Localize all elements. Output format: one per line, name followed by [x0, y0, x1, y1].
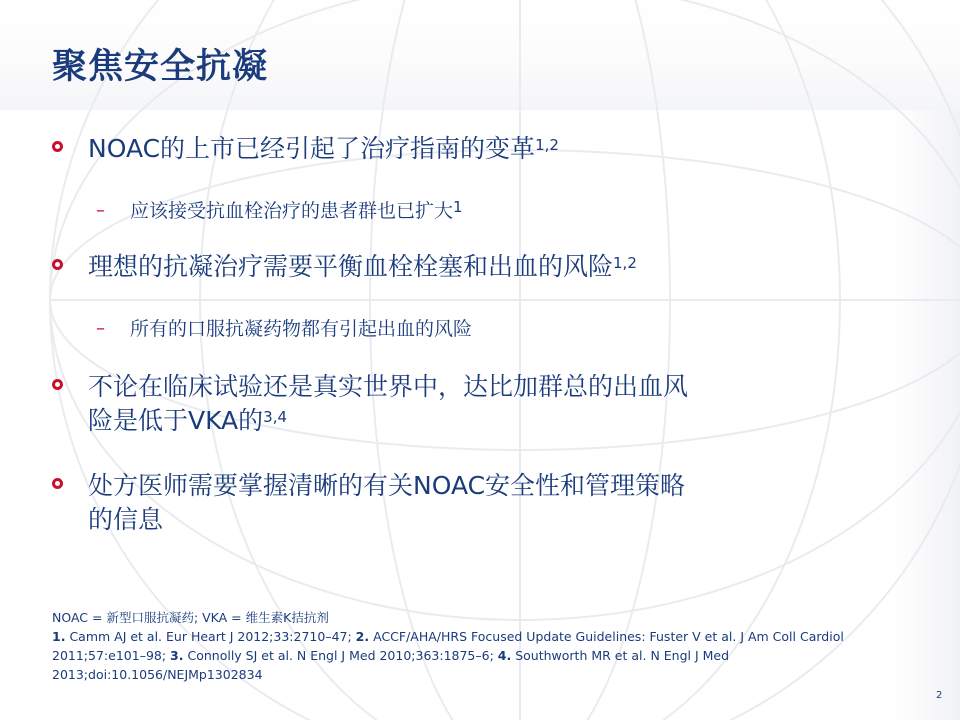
abbreviations: NOAC = 新型口服抗凝药; VKA = 维生素K拮抗剂	[52, 610, 329, 625]
bullet-item	[52, 132, 872, 166]
reference-number: 1.	[52, 629, 66, 644]
bullet-item	[52, 250, 872, 284]
bullet-text-line: 的信息	[88, 505, 164, 534]
bullet-dot-icon	[52, 478, 63, 489]
footnotes	[52, 608, 882, 684]
reference-text: Camm AJ et al. Eur Heart J 2012;33:2710–47;	[69, 629, 352, 644]
bullet-item	[52, 370, 872, 438]
reference-text: Southworth MR et al. N Engl J Med 2013;doi:10.1056/NEJMp1302834	[52, 648, 730, 682]
bullet-text: NOAC的上市已经引起了治疗指南的变革	[88, 134, 536, 163]
page-number: 2	[936, 690, 943, 701]
bullet-item	[52, 469, 872, 537]
dash-icon: –	[96, 200, 105, 221]
bullet-text-line: 险是低于VKA的	[88, 406, 264, 435]
dash-icon: –	[96, 318, 105, 339]
reference-text: ACCF/AHA/HRS Focused Update Guidelines: Fuster V et al. J Am Coll Cardiol 2011;57:e101–98;	[52, 629, 844, 663]
sub-bullet-text: 所有的口服抗凝药物都有引起出血的风险	[130, 318, 473, 340]
bullet-text: 理想的抗凝治疗需要平衡血栓栓塞和出血的风险	[88, 252, 614, 281]
bullet-dot-icon	[52, 379, 63, 390]
bullet-dot-icon	[52, 141, 63, 152]
bullet-text-line: 处方医师需要掌握清晰的有关NOAC安全性和管理策略	[88, 471, 686, 500]
sub-bullet-text: 应该接受抗血栓治疗的患者群也已扩大	[130, 200, 454, 222]
reference-number: 3.	[170, 648, 184, 663]
citation: 1,2	[613, 254, 637, 272]
bullet-dot-icon	[52, 259, 63, 270]
reference-number: 2.	[355, 629, 370, 644]
slide-title: 聚焦安全抗凝	[52, 47, 269, 87]
citation: 1	[453, 198, 463, 216]
sub-bullet-item	[96, 315, 856, 343]
sub-bullet-item	[96, 197, 856, 225]
citation: 1,2	[535, 136, 559, 154]
reference-text: Connolly SJ et al. N Engl J Med 2010;363:1875–6;	[187, 648, 494, 663]
references	[52, 627, 882, 684]
citation: 3,4	[263, 408, 288, 426]
reference-number: 4.	[497, 648, 512, 663]
bullet-text-line: 不论在临床试验还是真实世界中，达比加群总的出血风	[88, 372, 689, 401]
